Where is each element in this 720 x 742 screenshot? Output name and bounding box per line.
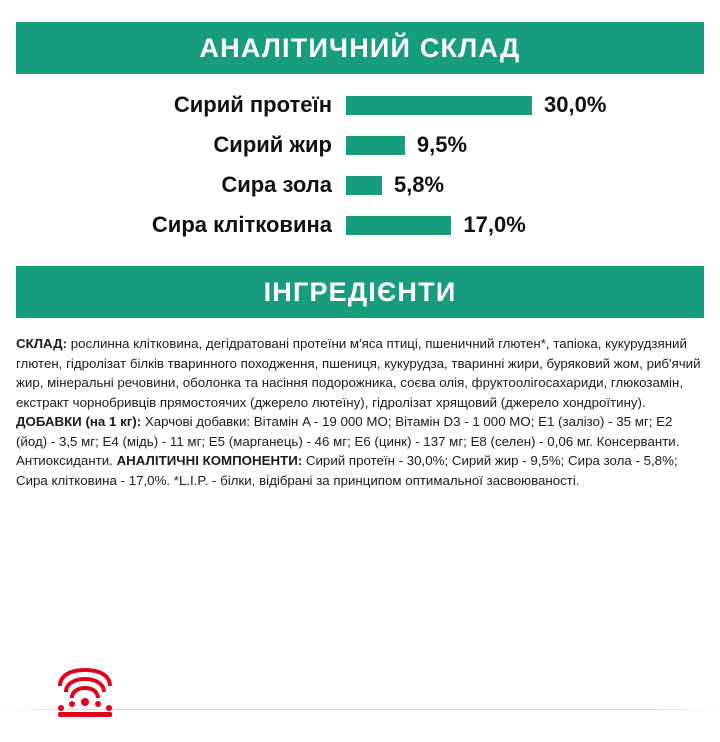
ingredients-title: ІНГРЕДІЄНТИ (263, 276, 457, 307)
chart-row-bar-wrap (346, 172, 704, 198)
chart-row-value: 17,0% (463, 212, 526, 237)
chart-bar (346, 176, 382, 195)
chart-bar (346, 96, 532, 115)
chart-row (16, 88, 704, 122)
analytical-composition-chart (16, 88, 704, 242)
chart-row-label: Сира зола (221, 172, 332, 197)
chart-row-value: 5,8% (393, 172, 445, 197)
chart-row-value: 30,0% (544, 92, 607, 117)
analytical-components-body: Сирий протеїн - 30,0%; Сирий жир - 9,5%; Сира зола - 5,8%; Сира клітковина - 17,0%. *L.I.P. - білки, відібрані за принципом оптимальної засвоюваності. (16, 453, 678, 488)
composition-label: СКЛАД: (16, 336, 68, 351)
chart-row (16, 208, 704, 242)
ingredients-header (16, 266, 704, 318)
chart-row-value: 9,5% (416, 132, 468, 157)
chart-row-bar-wrap (346, 132, 704, 158)
royal-canin-logo (50, 666, 120, 720)
ingredients-body (16, 334, 704, 490)
composition-body: рослинна клітковина, дегідратовані протеїни м'яса птиці, пшеничний глютен*, тапіока, кукурудзяний глютен, гідролізат білків тваринного походження, пшениця, кукурудза, тваринні жири, буряковий жом, риб'ячий жир, мінеральні речовини, оболонка та насіння подорожника, соєва олія, фруктоолігосахариди, глюкозамін, екстракт чорнобривців прямостоячих (джерело лютеїну), гідролізат хрящовий (джерело хондроїтину). (16, 336, 701, 410)
chart-row-label: Сирий жир (213, 132, 332, 157)
additives-body: Харчові добавки: Вітамін A - 19 000 МО; Вітамін D3 - 1 000 МО; Е1 (залізо) - 35 мг; Е2 (йод) - 3,5 мг; Е4 (мідь) - 11 мг; Е5 (марганець) - 46 мг; Е6 (цинк) - 137 мг; Е8 (селен) - 0,06 мг. Консерванти. Антиоксиданти. (16, 414, 680, 469)
chart-row-label: Сирий протеїн (173, 92, 332, 117)
analytical-components-label: АНАЛІТИЧНІ КОМПОНЕНТИ: (116, 453, 303, 469)
analytical-composition-title: АНАЛІТИЧНИЙ СКЛАД (199, 32, 521, 63)
chart-row-bar-wrap (346, 92, 704, 118)
chart-bar (346, 216, 451, 235)
chart-bar (346, 136, 405, 155)
additives-label: ДОБАВКИ (на 1 кг): (16, 414, 142, 430)
analytical-composition-header (16, 22, 704, 74)
product-info-page (0, 22, 720, 742)
chart-row (16, 168, 704, 202)
page-footer (0, 650, 720, 742)
chart-row-label: Сира клітковина (151, 212, 332, 237)
chart-row-bar-wrap (346, 212, 704, 238)
chart-row (16, 128, 704, 162)
